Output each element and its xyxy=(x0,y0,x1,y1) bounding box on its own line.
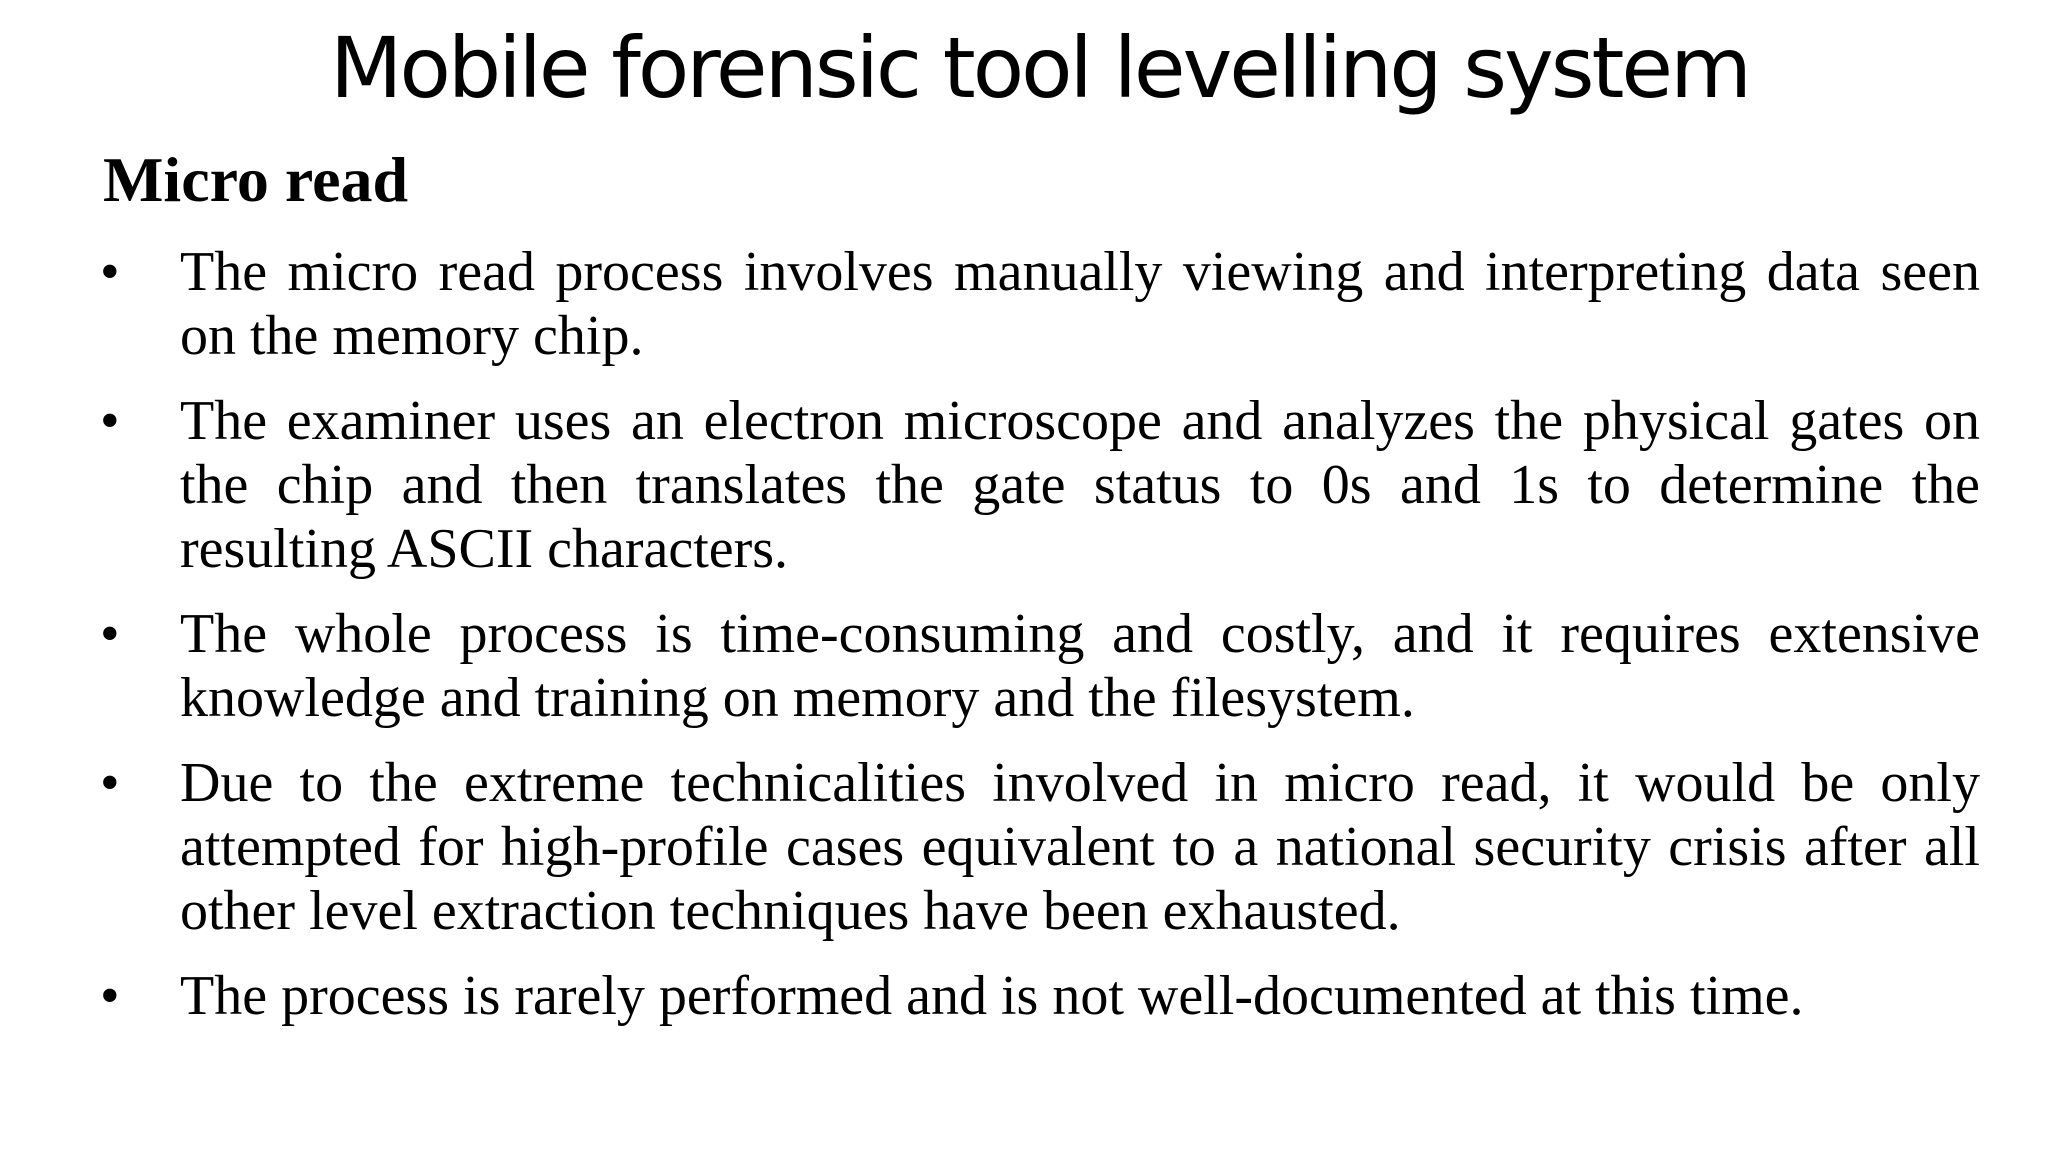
bullet-icon: • xyxy=(100,965,120,1027)
bullet-icon: • xyxy=(100,241,120,303)
bullet-item xyxy=(100,602,1980,730)
section-heading: Micro read xyxy=(103,144,409,215)
slide-title: Mobile forensic tool levelling system xyxy=(330,19,1749,117)
bullet-icon: • xyxy=(100,603,120,665)
bullet-item xyxy=(100,389,1980,581)
bullet-list xyxy=(100,240,1980,1049)
bullet-text: The examiner uses an electron microscope and analyzes the physical gates on the chip and then translates the gate status to 0s and 1s to determine the resulting ASCII characters. xyxy=(180,390,1980,580)
bullet-icon: • xyxy=(100,752,120,814)
bullet-text: Due to the extreme technicalities involved in micro read, it would be only attempted for high-profile cases equivalent to a national security crisis after all other level extraction techniques have been exhausted. xyxy=(180,752,1980,942)
bullet-item xyxy=(100,751,1980,943)
bullet-text: The process is rarely performed and is not well-documented at this time. xyxy=(180,965,1804,1027)
bullet-text: The micro read process involves manually viewing and interpreting data seen on the memory chip. xyxy=(180,241,1980,367)
bullet-item xyxy=(100,240,1980,368)
bullet-text: The whole process is time-consuming and costly, and it requires extensive knowledge and training on memory and the filesystem. xyxy=(180,603,1980,729)
bullet-icon: • xyxy=(100,390,120,452)
bullet-item xyxy=(100,964,1980,1028)
